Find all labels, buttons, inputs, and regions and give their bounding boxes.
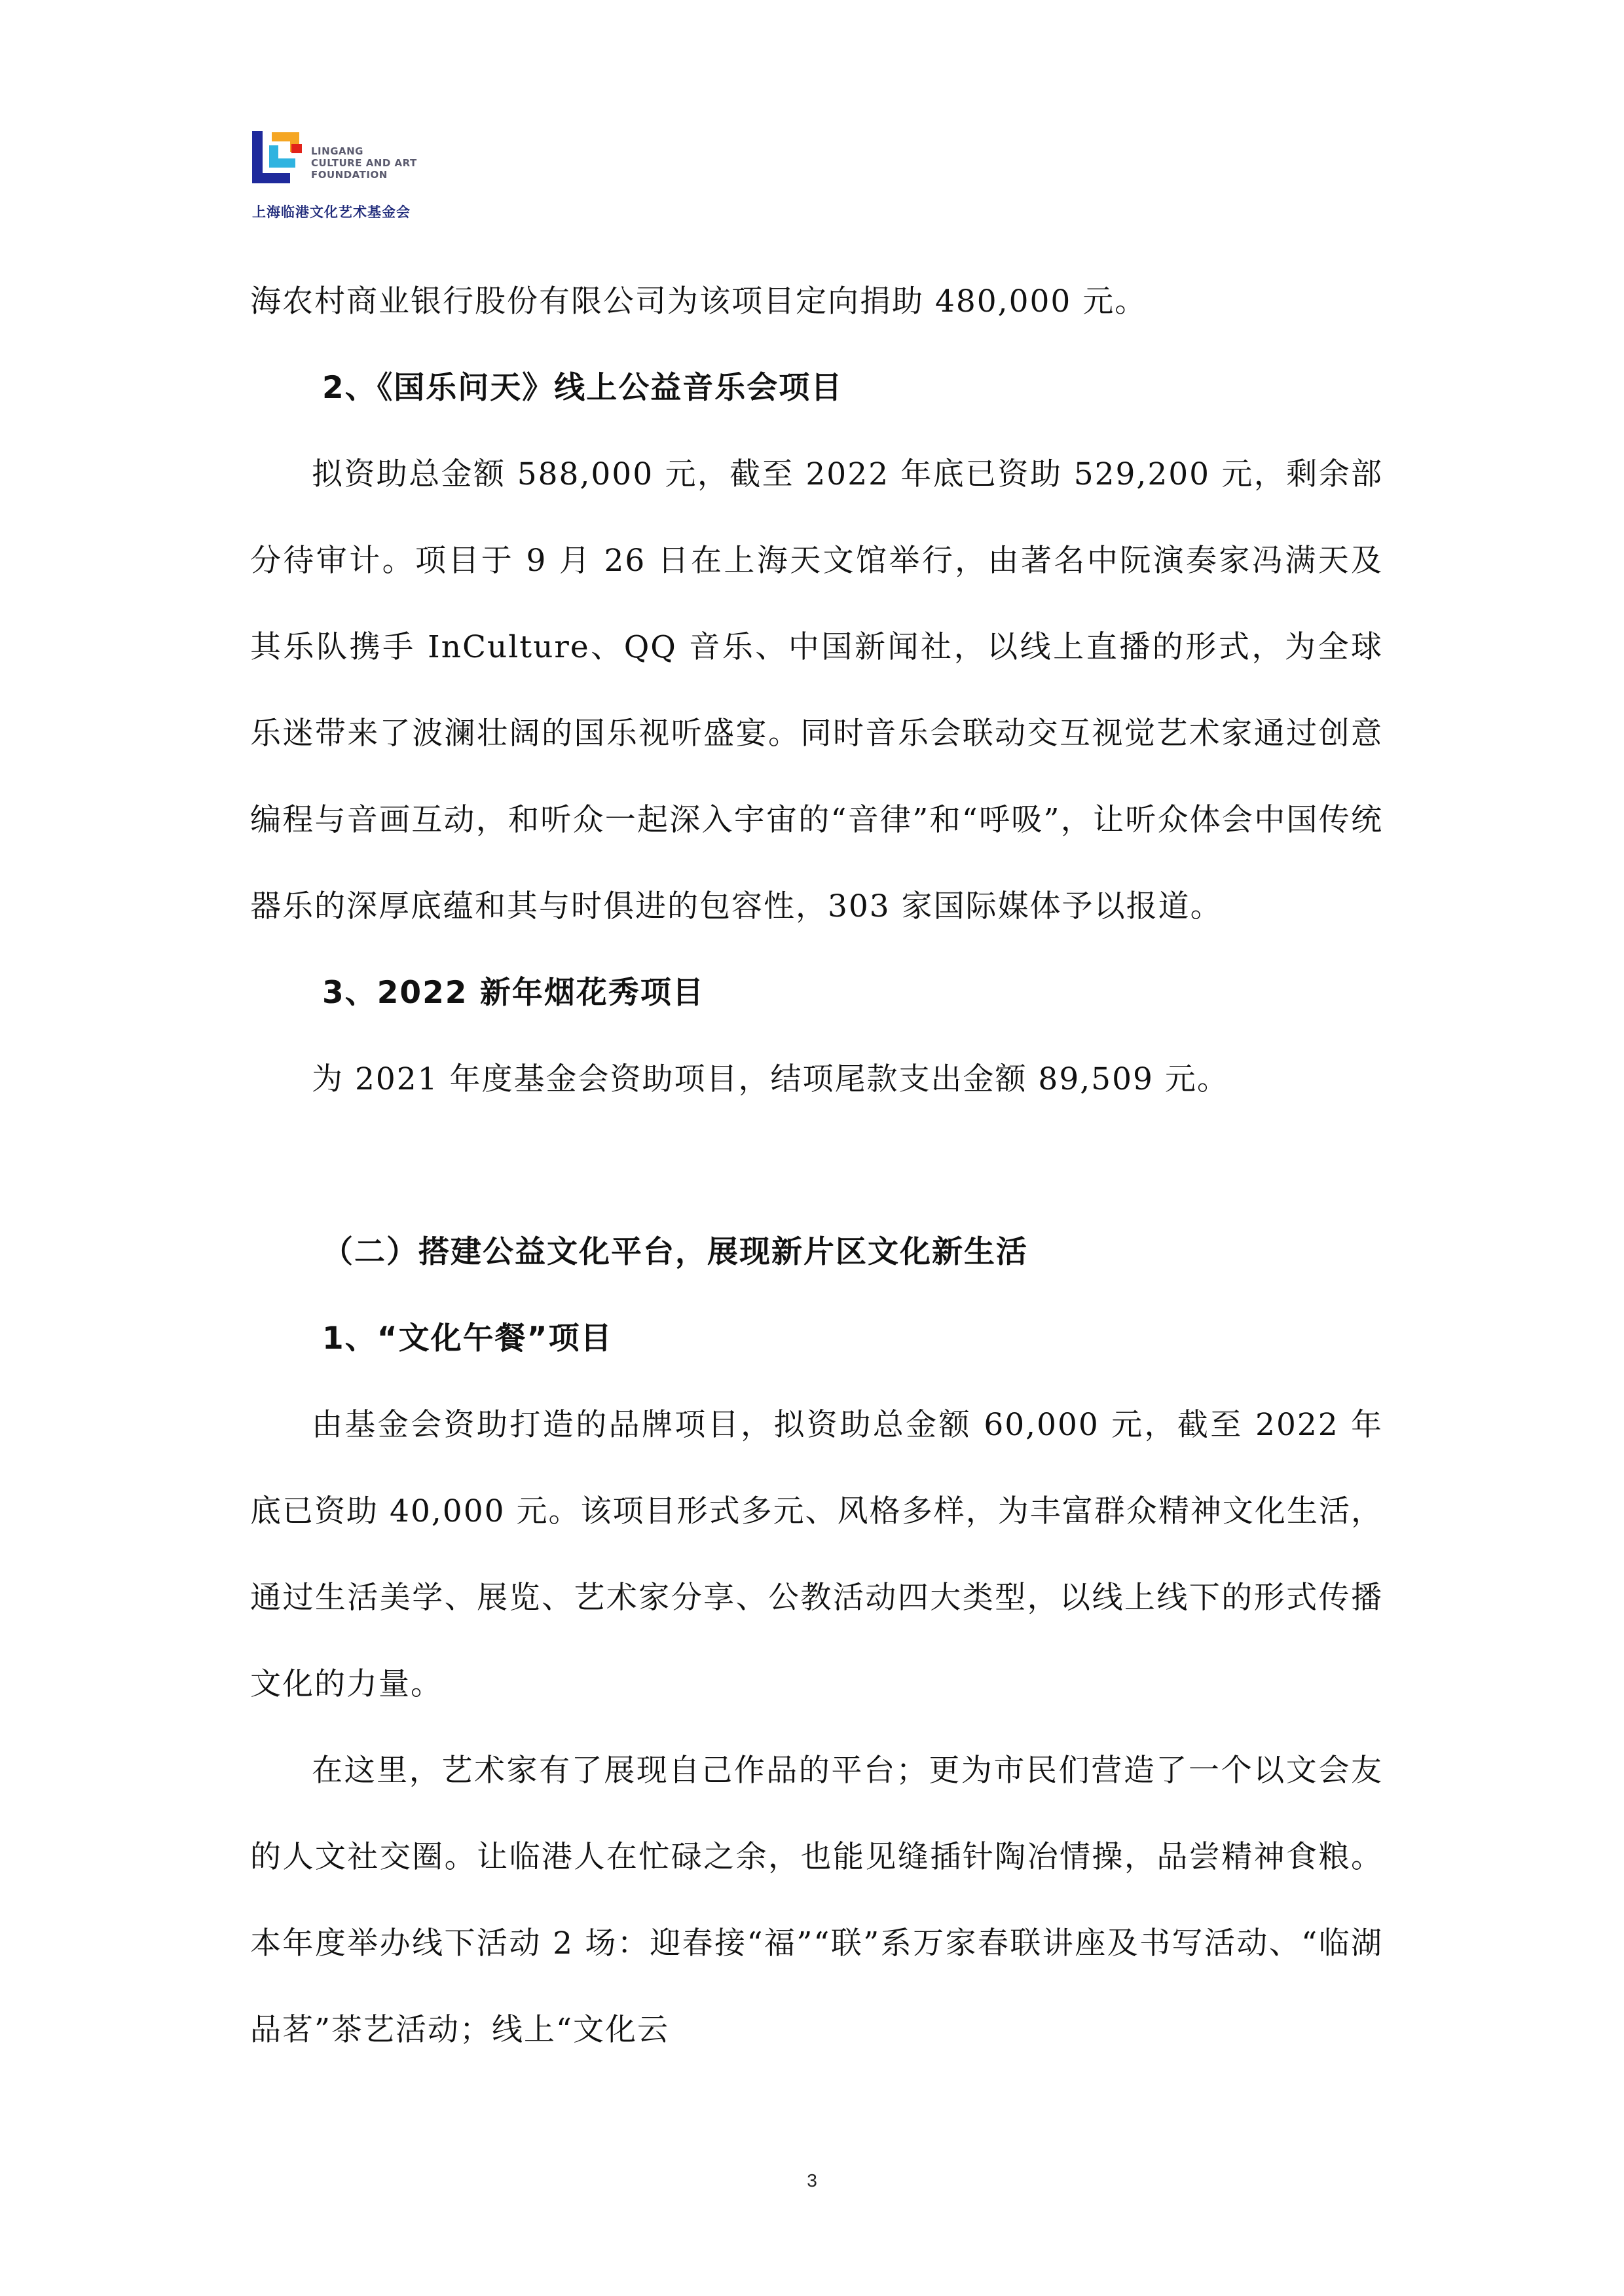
logo-en-line: FOUNDATION xyxy=(311,169,388,181)
logo-en-line: LINGANG xyxy=(311,145,363,157)
document-body xyxy=(250,259,1383,2073)
logo-chinese-name: 上海临港文化艺术基金会 xyxy=(252,204,411,220)
section-heading: （二）搭建公益文化平台，展现新片区文化新生活 xyxy=(322,1234,1028,1270)
page-number: 3 xyxy=(807,2170,817,2191)
spacer xyxy=(250,1123,1383,1209)
paragraph: 在这里，艺术家有了展现自己作品的平台；更为市民们营造了一个以文会友的人文社交圈。让临港人在忙碌之余，也能见缝插针陶冶情操，品尝精神食粮。本年度举办线下活动 2 场：迎春接“福”“联”系万家春联讲座及书写活动、“临湖品茗”茶艺活动；线上“文化云 xyxy=(250,1753,1383,2048)
paragraph: 海农村商业银行股份有限公司为该项目定向捐助 480,000 元。 xyxy=(250,283,1147,319)
logo-english-name xyxy=(311,145,417,181)
logo-en-line: CULTURE AND ART xyxy=(311,157,417,169)
item-heading: 3、2022 新年烟花秀项目 xyxy=(322,975,705,1011)
foundation-logo xyxy=(252,131,468,229)
logo-mark-icon xyxy=(252,131,318,193)
paragraph: 拟资助总金额 588,000 元，截至 2022 年底已资助 529,200 元，剩余部分待审计。项目于 9 月 26 日在上海天文馆举行，由著名中阮演奏家冯满天及其乐队携手 InCulture、QQ 音乐、中国新闻社，以线上直播的形式，为全球乐迷带来了波澜壮阔的国乐视听盛宴。同时音乐会联动交互视觉艺术家通过创意编程与音画互动，和听众一起深入宇宙的“音律”和“呼吸”，让听众体会中国传统器乐的深厚底蕴和其与时俱进的包容性，303 家国际媒体予以报道。 xyxy=(250,456,1383,924)
item-heading: 1、“文化午餐”项目 xyxy=(322,1321,613,1357)
item-heading: 2、《国乐问天》线上公益音乐会项目 xyxy=(322,370,843,406)
paragraph: 由基金会资助打造的品牌项目，拟资助总金额 60,000 元，截至 2022 年底已资助 40,000 元。该项目形式多元、风格多样，为丰富群众精神文化生活，通过生活美学、展览、艺术家分享、公教活动四大类型，以线上线下的形式传播文化的力量。 xyxy=(250,1407,1383,1702)
paragraph: 为 2021 年度基金会资助项目，结项尾款支出金额 89,509 元。 xyxy=(312,1061,1229,1097)
